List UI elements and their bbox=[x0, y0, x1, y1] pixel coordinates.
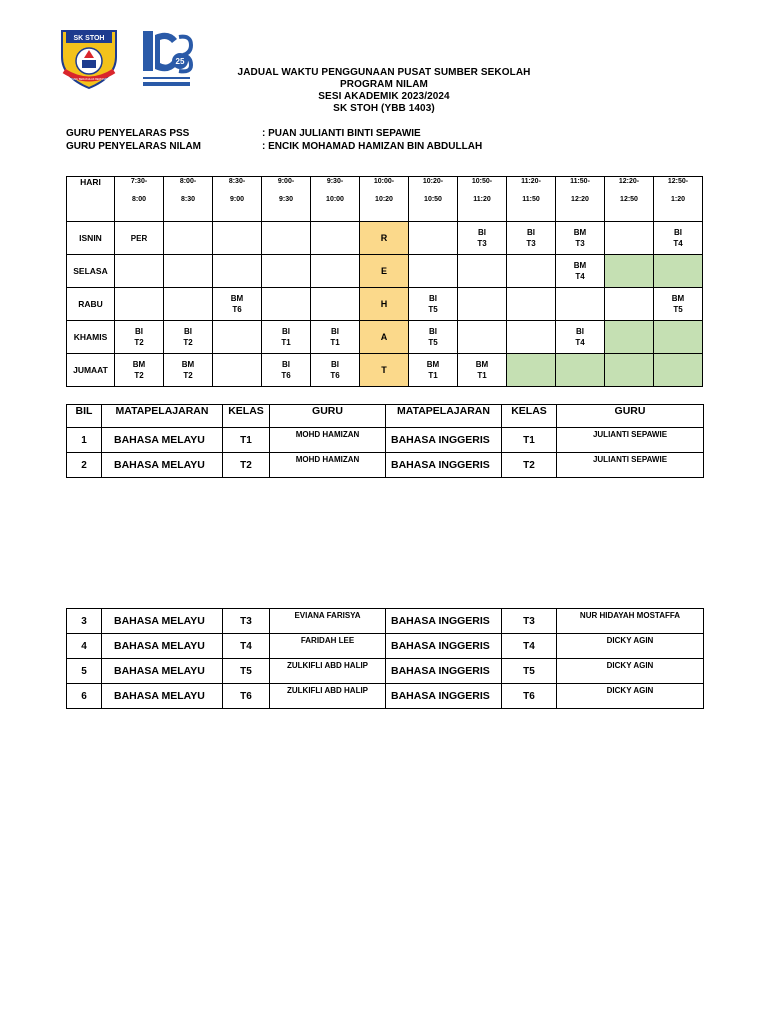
row-number: 3 bbox=[67, 609, 102, 634]
timetable-cell bbox=[409, 288, 458, 321]
timetable-cell bbox=[556, 255, 605, 288]
time-slot-end: 8:30 bbox=[180, 196, 195, 203]
timetable-cell bbox=[409, 255, 458, 288]
cell-class: T6 bbox=[281, 371, 291, 380]
timetable-cell bbox=[409, 222, 458, 255]
recess-cell bbox=[360, 288, 409, 321]
teacher-name: MOHD HAMIZAN bbox=[270, 453, 386, 478]
cell-subject: H bbox=[380, 298, 388, 309]
cell-subject: BM bbox=[181, 360, 195, 369]
timetable-cell bbox=[605, 354, 654, 387]
timetable-cell bbox=[605, 222, 654, 255]
cell-subject: A bbox=[380, 331, 388, 342]
time-slot-end: 10:50 bbox=[424, 196, 442, 203]
teacher-name: MOHD HAMIZAN bbox=[270, 428, 386, 453]
time-slot-start: 12:50- bbox=[667, 178, 689, 185]
time-slot-start: 12:20- bbox=[618, 178, 640, 185]
timetable-cell bbox=[605, 321, 654, 354]
teacher-name: ZULKIFLI ABD HALIP bbox=[270, 684, 386, 709]
subject-name: BAHASA MELAYU bbox=[102, 453, 223, 478]
timetable-cell bbox=[507, 321, 556, 354]
timetable-cell bbox=[654, 321, 703, 354]
time-slot-start: 9:30- bbox=[326, 178, 344, 185]
time-slot-start: 11:50- bbox=[570, 178, 590, 185]
timetable bbox=[66, 176, 703, 387]
cell-subject: BM bbox=[573, 228, 587, 237]
subject-table-body-2 bbox=[67, 609, 704, 709]
time-slot-end: 10:20 bbox=[375, 196, 393, 203]
class-name: T6 bbox=[223, 684, 270, 709]
teacher-name: JULIANTI SEPAWIE bbox=[557, 453, 704, 478]
teacher-name: DICKY AGIN bbox=[557, 659, 704, 684]
timetable-cell bbox=[115, 255, 164, 288]
subject-table-body-1 bbox=[67, 428, 704, 478]
timetable-cell bbox=[311, 354, 360, 387]
timetable-cell bbox=[556, 354, 605, 387]
row-number: 6 bbox=[67, 684, 102, 709]
time-slot-start: 11:20- bbox=[521, 178, 541, 185]
subject-table-row bbox=[67, 453, 704, 478]
timetable-header-row bbox=[67, 177, 703, 222]
teacher-name: EVIANA FARISYA bbox=[270, 609, 386, 634]
cell-class: T4 bbox=[575, 338, 585, 347]
class-name: T6 bbox=[502, 684, 557, 709]
timetable-cell bbox=[458, 321, 507, 354]
teacher-name: NUR HIDAYAH MOSTAFFA bbox=[557, 609, 704, 634]
subject-table-column-header: BIL bbox=[67, 405, 102, 428]
class-name: T1 bbox=[502, 428, 557, 453]
timetable-cell bbox=[311, 288, 360, 321]
timetable-cell bbox=[164, 288, 213, 321]
cell-class: T3 bbox=[526, 239, 536, 248]
subject-table-column-header: MATAPELAJARAN bbox=[386, 405, 502, 428]
time-slot-end: 1:20 bbox=[670, 196, 685, 203]
subject-table-row bbox=[67, 634, 704, 659]
timetable-row bbox=[67, 321, 703, 354]
coordinator-nilam-label: GURU PENYELARAS NILAM bbox=[66, 141, 202, 152]
subject-name: BAHASA INGGERIS bbox=[386, 609, 502, 634]
time-slot-end: 11:20 bbox=[473, 196, 491, 203]
cell-class: T6 bbox=[330, 371, 340, 380]
timetable-row bbox=[67, 255, 703, 288]
timetable-cell bbox=[262, 288, 311, 321]
subject-name: BAHASA MELAYU bbox=[102, 684, 223, 709]
timetable-cell bbox=[654, 255, 703, 288]
badge-text: SK STOH bbox=[73, 35, 105, 42]
subject-table-column-header: GURU bbox=[557, 405, 704, 428]
time-slot-end: 9:00 bbox=[229, 196, 244, 203]
cell-class: T5 bbox=[673, 305, 683, 314]
badge-motto: BERILMU BERAKHLAK BERDISIPLIN bbox=[66, 78, 112, 81]
cell-class: T3 bbox=[575, 239, 585, 248]
timetable-cell bbox=[507, 222, 556, 255]
class-name: T5 bbox=[502, 659, 557, 684]
document-title-line-1: JADUAL WAKTU PENGGUNAAN PUSAT SUMBER SEKOLAH bbox=[237, 67, 531, 78]
subject-teacher-table-1 bbox=[66, 404, 704, 478]
time-slot-header bbox=[164, 177, 213, 222]
cell-subject: BI bbox=[429, 327, 437, 336]
timetable-cell bbox=[164, 321, 213, 354]
time-slot-header bbox=[507, 177, 556, 222]
subject-name: BAHASA INGGERIS bbox=[386, 684, 502, 709]
cell-subject: BI bbox=[527, 228, 535, 237]
timetable-cell bbox=[507, 354, 556, 387]
cell-subject: BI bbox=[282, 360, 290, 369]
cell-class: T1 bbox=[330, 338, 340, 347]
day-label: ISNIN bbox=[67, 222, 115, 255]
document-title-line-3: SESI AKADEMIK 2023/2024 bbox=[318, 91, 450, 102]
timetable-cell bbox=[213, 321, 262, 354]
time-slot-start: 10:00- bbox=[373, 178, 395, 185]
cell-subject: BM bbox=[230, 294, 244, 303]
subject-name: BAHASA MELAYU bbox=[102, 428, 223, 453]
subject-name: BAHASA MELAYU bbox=[102, 634, 223, 659]
timetable-cell bbox=[654, 222, 703, 255]
class-name: T3 bbox=[223, 609, 270, 634]
time-slot-header bbox=[311, 177, 360, 222]
cell-class: T2 bbox=[134, 371, 144, 380]
day-label: KHAMIS bbox=[67, 321, 115, 354]
timetable-cell bbox=[409, 321, 458, 354]
time-slot-header bbox=[556, 177, 605, 222]
time-slot-start: 10:50- bbox=[471, 178, 493, 185]
cell-subject: BI bbox=[674, 228, 682, 237]
time-slot-header bbox=[654, 177, 703, 222]
timetable-cell bbox=[311, 222, 360, 255]
timetable-cell bbox=[262, 255, 311, 288]
cell-subject: E bbox=[380, 265, 387, 276]
cell-subject: T bbox=[381, 364, 387, 375]
timetable-cell bbox=[164, 354, 213, 387]
subject-name: BAHASA INGGERIS bbox=[386, 634, 502, 659]
time-slot-end: 8:00 bbox=[131, 196, 146, 203]
cell-class: T3 bbox=[477, 239, 487, 248]
row-number: 1 bbox=[67, 428, 102, 453]
subject-table-row bbox=[67, 428, 704, 453]
timetable-cell bbox=[458, 354, 507, 387]
timetable-cell bbox=[605, 255, 654, 288]
cell-subject: BM bbox=[132, 360, 146, 369]
timetable-row bbox=[67, 288, 703, 321]
time-slot-end: 12:50 bbox=[620, 196, 638, 203]
cell-subject: R bbox=[380, 232, 388, 243]
cell-class: T1 bbox=[428, 371, 438, 380]
timetable-cell bbox=[556, 288, 605, 321]
class-name: T4 bbox=[223, 634, 270, 659]
timetable-cell bbox=[164, 222, 213, 255]
coordinator-nilam-value: : ENCIK MOHAMAD HAMIZAN BIN ABDULLAH bbox=[262, 141, 483, 152]
time-slot-header bbox=[115, 177, 164, 222]
teacher-name: DICKY AGIN bbox=[557, 634, 704, 659]
cell-subject: BI bbox=[331, 360, 339, 369]
time-slot-end: 11:50 bbox=[522, 196, 540, 203]
subject-table-header-row bbox=[67, 405, 704, 428]
timetable-cell bbox=[115, 321, 164, 354]
timetable-cell bbox=[556, 222, 605, 255]
subject-name: BAHASA INGGERIS bbox=[386, 453, 502, 478]
day-column-header: HARI bbox=[67, 177, 115, 222]
timetable-cell bbox=[311, 321, 360, 354]
document-title-line-2: PROGRAM NILAM bbox=[340, 79, 428, 90]
cell-class: T4 bbox=[575, 272, 585, 281]
time-slot-header bbox=[409, 177, 458, 222]
document-title-line-4: SK STOH (YBB 1403) bbox=[333, 103, 435, 114]
class-name: T2 bbox=[223, 453, 270, 478]
cell-subject: BI bbox=[282, 327, 290, 336]
row-number: 4 bbox=[67, 634, 102, 659]
timetable-cell bbox=[458, 288, 507, 321]
time-slot-header bbox=[213, 177, 262, 222]
subject-table-row bbox=[67, 684, 704, 709]
subject-table-row bbox=[67, 659, 704, 684]
cell-class: T5 bbox=[428, 305, 438, 314]
timetable-cell bbox=[409, 354, 458, 387]
recess-cell bbox=[360, 222, 409, 255]
subject-name: BAHASA INGGERIS bbox=[386, 428, 502, 453]
subject-table-row bbox=[67, 609, 704, 634]
timetable-cell bbox=[115, 288, 164, 321]
cell-class: T5 bbox=[428, 338, 438, 347]
subject-name: BAHASA MELAYU bbox=[102, 659, 223, 684]
class-name: T5 bbox=[223, 659, 270, 684]
time-slot-header bbox=[458, 177, 507, 222]
cell-subject: BM bbox=[426, 360, 440, 369]
time-slot-start: 10:20- bbox=[422, 178, 444, 185]
timetable-cell bbox=[262, 354, 311, 387]
timetable-cell bbox=[458, 255, 507, 288]
time-slot-start: 8:30- bbox=[228, 178, 246, 185]
cell-class: T6 bbox=[232, 305, 242, 314]
cell-class: T2 bbox=[183, 338, 193, 347]
timetable-cell bbox=[115, 354, 164, 387]
class-name: T3 bbox=[502, 609, 557, 634]
cell-subject: BM bbox=[475, 360, 489, 369]
timetable-cell bbox=[262, 321, 311, 354]
cell-subject: BM bbox=[671, 294, 685, 303]
time-slot-end: 9:30 bbox=[278, 196, 293, 203]
timetable-cell bbox=[262, 222, 311, 255]
cell-subject: PER bbox=[130, 233, 148, 243]
timetable-cell bbox=[654, 354, 703, 387]
teacher-name: ZULKIFLI ABD HALIP bbox=[270, 659, 386, 684]
subject-table-column-header: KELAS bbox=[223, 405, 270, 428]
cell-class: T4 bbox=[673, 239, 683, 248]
timetable-cell bbox=[213, 222, 262, 255]
timetable-cell bbox=[507, 288, 556, 321]
cell-class: T2 bbox=[134, 338, 144, 347]
subject-table-column-header: GURU bbox=[270, 405, 386, 428]
cell-class: T1 bbox=[477, 371, 487, 380]
coordinator-pss-label: GURU PENYELARAS PSS bbox=[66, 128, 190, 139]
timetable-cell bbox=[556, 321, 605, 354]
timetable-cell bbox=[213, 354, 262, 387]
teacher-name: DICKY AGIN bbox=[557, 684, 704, 709]
teacher-name: FARIDAH LEE bbox=[270, 634, 386, 659]
timetable-cell bbox=[311, 255, 360, 288]
day-label: SELASA bbox=[67, 255, 115, 288]
subject-name: BAHASA INGGERIS bbox=[386, 659, 502, 684]
time-slot-header bbox=[605, 177, 654, 222]
cell-subject: BI bbox=[478, 228, 486, 237]
timetable-cell bbox=[213, 288, 262, 321]
recess-cell bbox=[360, 354, 409, 387]
cell-class: T1 bbox=[281, 338, 291, 347]
timetable-row bbox=[67, 222, 703, 255]
day-label: RABU bbox=[67, 288, 115, 321]
cell-subject: BI bbox=[331, 327, 339, 336]
subject-teacher-table-2 bbox=[66, 608, 704, 709]
timetable-cell bbox=[507, 255, 556, 288]
timetable-cell bbox=[164, 255, 213, 288]
coordinator-pss-value: : PUAN JULIANTI BINTI SEPAWIE bbox=[262, 128, 421, 139]
row-number: 5 bbox=[67, 659, 102, 684]
recess-cell bbox=[360, 255, 409, 288]
cell-subject: BI bbox=[576, 327, 584, 336]
subject-name: BAHASA MELAYU bbox=[102, 609, 223, 634]
logo-number: 25 bbox=[175, 57, 185, 66]
cell-subject: BM bbox=[573, 261, 587, 270]
timetable-cell bbox=[115, 222, 164, 255]
class-name: T4 bbox=[502, 634, 557, 659]
timetable-row bbox=[67, 354, 703, 387]
cell-subject: BI bbox=[184, 327, 192, 336]
time-slot-start: 8:00- bbox=[179, 178, 197, 185]
cell-subject: BI bbox=[135, 327, 143, 336]
subject-table-column-header: MATAPELAJARAN bbox=[102, 405, 223, 428]
cell-subject: BI bbox=[429, 294, 437, 303]
subject-table-column-header: KELAS bbox=[502, 405, 557, 428]
time-slot-header bbox=[262, 177, 311, 222]
timetable-cell bbox=[605, 288, 654, 321]
cell-class: T2 bbox=[183, 371, 193, 380]
time-slot-header bbox=[360, 177, 409, 222]
recess-cell bbox=[360, 321, 409, 354]
time-slot-end: 12:20 bbox=[571, 196, 589, 203]
row-number: 2 bbox=[67, 453, 102, 478]
timetable-cell bbox=[213, 255, 262, 288]
class-name: T1 bbox=[223, 428, 270, 453]
timetable-cell bbox=[654, 288, 703, 321]
class-name: T2 bbox=[502, 453, 557, 478]
time-slot-start: 9:00- bbox=[277, 178, 295, 185]
time-slot-start: 7:30- bbox=[130, 178, 148, 185]
day-label: JUMAAT bbox=[67, 354, 115, 387]
timetable-cell bbox=[458, 222, 507, 255]
timetable-body bbox=[67, 222, 703, 387]
time-slot-end: 10:00 bbox=[326, 196, 344, 203]
teacher-name: JULIANTI SEPAWIE bbox=[557, 428, 704, 453]
